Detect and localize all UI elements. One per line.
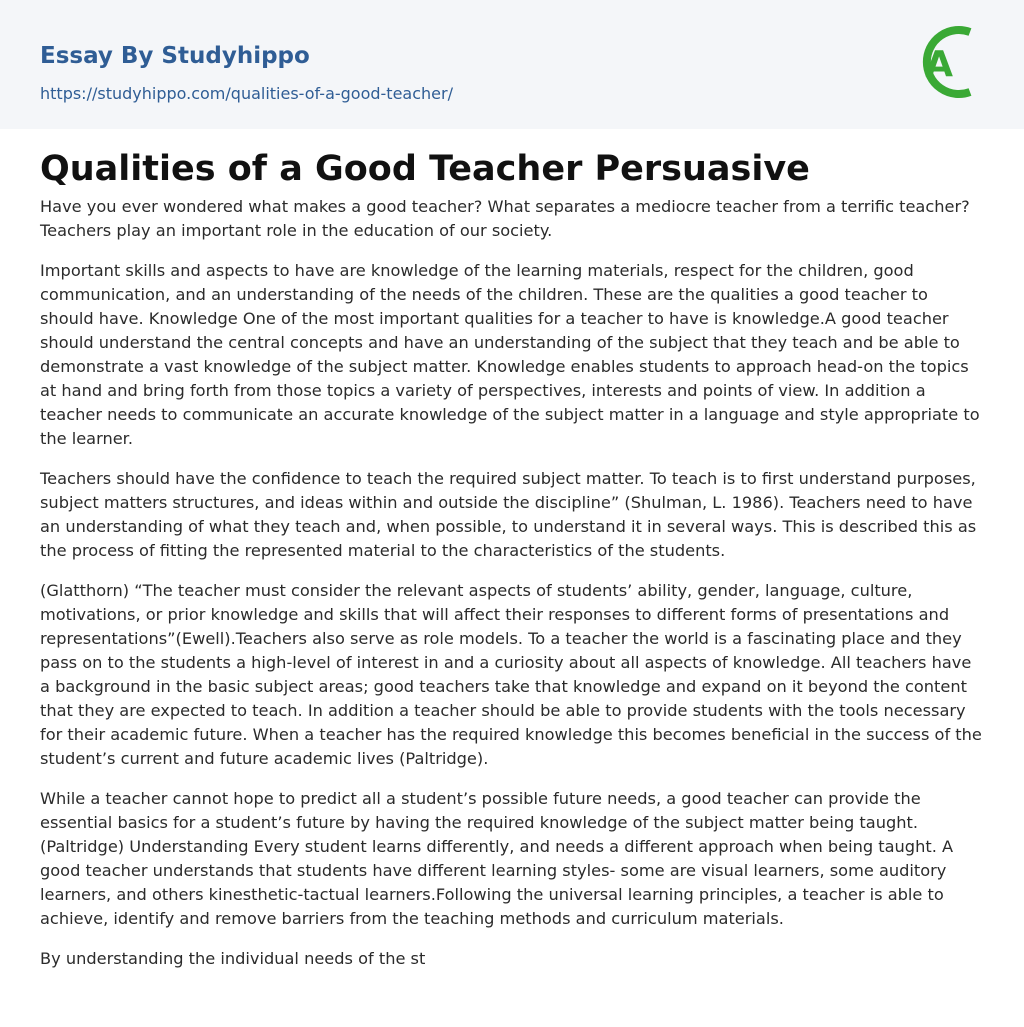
site-header — [0, 0, 1024, 129]
studyhippo-logo-icon[interactable] — [912, 18, 986, 106]
essay-paragraph-5: While a teacher cannot hope to predict all a student’s possible future needs, a good teacher can provide the essential basics for a student’s future by having the required knowledge of the subject matter being taught. (Paltridge) Understanding Every student learns differently, and needs a different approach when being taught. A good teacher understands that students have different learning styles- some are visual learners, some auditory learners, and others kinesthetic-tactual learners.Following the universal learning principles, a teacher is able to achieve, identify and remove barriers from the teaching methods and curriculum materials. — [40, 789, 954, 928]
essay-content — [0, 147, 1024, 971]
essay-url-link[interactable]: https://studyhippo.com/qualities-of-a-good-teacher/ — [40, 84, 453, 103]
brand-title[interactable]: Essay By Studyhippo — [40, 43, 310, 69]
logo-letter: A — [925, 44, 953, 85]
essay-paragraph-3: Teachers should have the confidence to teach the required subject matter. To teach is to first understand purposes, subject matters structures, and ideas within and outside the discipline” (Shulman, L. 1986). Teachers need to have an understanding of what they teach and, when possible, to understand it in several ways. This is described this as the process of fitting the represented material to the characteristics of the students. — [40, 469, 977, 560]
essay-title: Qualities of a Good Teacher Persuasive — [40, 149, 810, 189]
essay-paragraph-6: By understanding the individual needs of the st — [40, 949, 426, 968]
essay-paragraph-4: (Glatthorn) “The teacher must consider the relevant aspects of students’ ability, gender, language, culture, motivations, or prior knowledge and skills that will affect their responses to different forms of presentations and representations”(Ewell).Teachers also serve as role models. To a teacher the world is a fascinating place and they pass on to the students a high-level of interest in and a curiosity about all aspects of knowledge. All teachers have a background in the basic subject areas; good teachers take that knowledge and expand on it beyond the content that they are expected to teach. In addition a teacher should be able to provide students with the tools necessary for their academic future. When a teacher has the required knowledge this becomes beneficial in the success of the student’s current and future academic lives (Paltridge). — [40, 581, 982, 768]
essay-paragraph-1: Have you ever wondered what makes a good teacher? What separates a mediocre teacher from a terrific teacher? Teachers play an important role in the education of our society. — [40, 197, 970, 240]
essay-paragraph-2: Important skills and aspects to have are knowledge of the learning materials, respect for the children, good communication, and an understanding of the needs of the children. These are the qualities a good teacher to should have. Knowledge One of the most important qualities for a teacher to have is knowledge.A good teacher should understand the central concepts and have an understanding of the subject that they teach and be able to demonstrate a vast knowledge of the subject matter. Knowledge enables students to approach head-on the topics at hand and bring forth from those topics a variety of perspectives, interests and points of view. In addition a teacher needs to communicate an accurate knowledge of the subject matter in a language and style appropriate to the learner. — [40, 261, 980, 448]
